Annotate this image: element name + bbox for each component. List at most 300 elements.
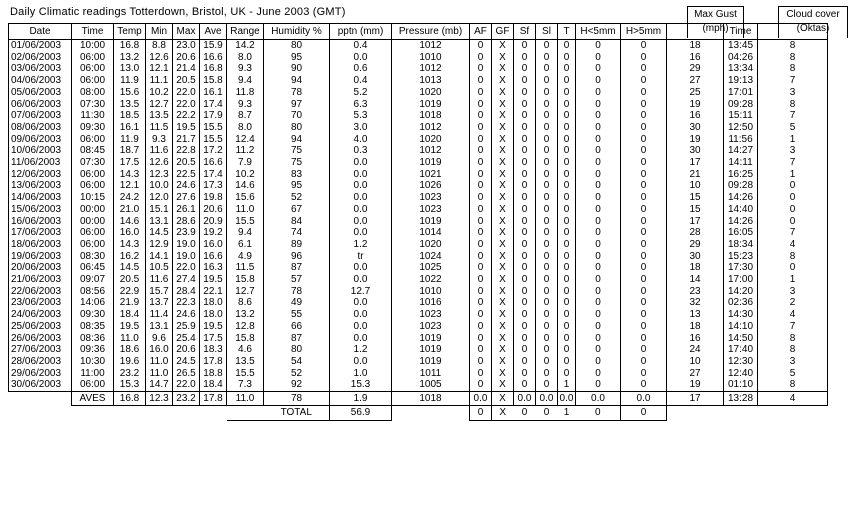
avg-pressure: 1018 (392, 392, 470, 406)
cell-time: 09:36 (72, 344, 114, 356)
cell-pressure: 1026 (392, 180, 470, 192)
cell-range: 15.5 (227, 216, 264, 228)
cell-af: 0 (470, 145, 492, 157)
cell-sl: 0 (536, 379, 558, 391)
max-gust-unit: (mph) (702, 23, 729, 34)
total-sl: 0 (536, 406, 558, 421)
cell-pressure: 1019 (392, 157, 470, 169)
cell-cloud-cover: 8 (758, 99, 828, 111)
page-title: Daily Climatic readings Totterdown, Bristol, UK - June 2003 (GMT) (10, 6, 346, 18)
cell-max-gust: 29 (667, 239, 724, 251)
cell-sl: 0 (536, 239, 558, 251)
cell-pressure: 1012 (392, 40, 470, 52)
cell-sl: 0 (536, 99, 558, 111)
cell-date: 28/06/2003 (9, 356, 72, 368)
cell-t: 0 (558, 169, 576, 181)
cell-min: 16.0 (146, 344, 173, 356)
cell-t: 0 (558, 40, 576, 52)
climate-table (8, 23, 828, 421)
total-spacer (724, 406, 758, 421)
cell-humidity: 80 (264, 122, 330, 134)
cell-t: 0 (558, 63, 576, 75)
cell-sf: 0 (514, 286, 536, 298)
cell-t: 0 (558, 204, 576, 216)
cell-date: 17/06/2003 (9, 227, 72, 239)
cell-ave: 16.6 (200, 251, 227, 263)
cell-gf: X (492, 122, 514, 134)
cell-temp: 14.3 (114, 239, 146, 251)
cell-humidity: 80 (264, 344, 330, 356)
cell-pptn: 3.0 (330, 122, 392, 134)
cell-range: 13.5 (227, 356, 264, 368)
cell-h-lt-5mm: 0 (576, 309, 621, 321)
cell-af: 0 (470, 40, 492, 52)
cell-max-gust: 27 (667, 368, 724, 380)
cell-gust-time: 14:20 (724, 286, 758, 298)
cell-h-gt-5mm: 0 (621, 297, 667, 309)
cell-t: 0 (558, 75, 576, 87)
cell-temp: 14.5 (114, 262, 146, 274)
cell-sl: 0 (536, 110, 558, 122)
cell-gf: X (492, 251, 514, 263)
cell-max: 25.4 (173, 333, 200, 345)
cell-pptn: 0.0 (330, 157, 392, 169)
cell-af: 0 (470, 87, 492, 99)
cell-h-gt-5mm: 0 (621, 157, 667, 169)
cell-ave: 17.4 (200, 169, 227, 181)
cell-cloud-cover: 8 (758, 344, 828, 356)
cell-pressure: 1016 (392, 297, 470, 309)
cell-ave: 18.3 (200, 344, 227, 356)
cell-temp: 19.5 (114, 321, 146, 333)
cell-range: 8.7 (227, 110, 264, 122)
cell-temp: 14.6 (114, 216, 146, 228)
cell-time: 14:06 (72, 297, 114, 309)
col-header-af: AF (470, 24, 492, 40)
cell-max: 28.6 (173, 216, 200, 228)
cell-humidity: 49 (264, 297, 330, 309)
col-header-t: T (558, 24, 576, 40)
cell-h-lt-5mm: 0 (576, 110, 621, 122)
cell-h-lt-5mm: 0 (576, 99, 621, 111)
cell-gust-time: 16:05 (724, 227, 758, 239)
cell-sf: 0 (514, 75, 536, 87)
cell-t: 0 (558, 344, 576, 356)
cell-max-gust: 18 (667, 321, 724, 333)
cell-t: 0 (558, 321, 576, 333)
cell-max: 21.7 (173, 134, 200, 146)
cell-af: 0 (470, 134, 492, 146)
cell-range: 4.9 (227, 251, 264, 263)
cell-pressure: 1020 (392, 239, 470, 251)
cell-sf: 0 (514, 122, 536, 134)
cell-temp: 15.6 (114, 87, 146, 99)
table-row (9, 192, 828, 204)
cell-date: 02/06/2003 (9, 52, 72, 64)
cell-gf: X (492, 309, 514, 321)
table-row (9, 145, 828, 157)
cell-max-gust: 30 (667, 122, 724, 134)
cell-humidity: 74 (264, 227, 330, 239)
table-row (9, 239, 828, 251)
avg-sf: 0.0 (514, 392, 536, 406)
cell-max-gust: 19 (667, 134, 724, 146)
cell-temp: 23.2 (114, 368, 146, 380)
total-h-gt-5mm: 0 (621, 406, 667, 421)
cell-pptn: 0.4 (330, 75, 392, 87)
cell-max: 28.4 (173, 286, 200, 298)
cell-date: 18/06/2003 (9, 239, 72, 251)
cell-range: 11.5 (227, 262, 264, 274)
cell-date: 06/06/2003 (9, 99, 72, 111)
cell-h-gt-5mm: 0 (621, 169, 667, 181)
cell-min: 15.7 (146, 286, 173, 298)
cell-h-lt-5mm: 0 (576, 262, 621, 274)
cell-af: 0 (470, 180, 492, 192)
col-header-min: Min (146, 24, 173, 40)
cell-h-gt-5mm: 0 (621, 204, 667, 216)
table-row (9, 227, 828, 239)
cell-pressure: 1019 (392, 216, 470, 228)
cell-gust-time: 17:01 (724, 87, 758, 99)
cell-range: 15.8 (227, 274, 264, 286)
cell-gust-time: 17:40 (724, 344, 758, 356)
cell-sf: 0 (514, 145, 536, 157)
cell-humidity: 54 (264, 356, 330, 368)
cell-gf: X (492, 134, 514, 146)
avg-cloud-cover: 4 (758, 392, 828, 406)
cell-date: 20/06/2003 (9, 262, 72, 274)
cell-pptn: 0.0 (330, 297, 392, 309)
cell-humidity: 89 (264, 239, 330, 251)
cell-pressure: 1019 (392, 99, 470, 111)
table-row (9, 110, 828, 122)
cell-date: 22/06/2003 (9, 286, 72, 298)
cell-min: 14.5 (146, 227, 173, 239)
cell-humidity: 94 (264, 75, 330, 87)
cell-max-gust: 10 (667, 356, 724, 368)
cell-t: 0 (558, 309, 576, 321)
cell-cloud-cover: 7 (758, 157, 828, 169)
cell-date: 21/06/2003 (9, 274, 72, 286)
cell-max: 26.5 (173, 368, 200, 380)
cell-gf: X (492, 262, 514, 274)
col-header-humidity: Humidity % (264, 24, 330, 40)
cell-h-lt-5mm: 0 (576, 274, 621, 286)
cell-gf: X (492, 297, 514, 309)
cell-pressure: 1023 (392, 309, 470, 321)
cell-min: 12.6 (146, 52, 173, 64)
cell-ave: 20.6 (200, 204, 227, 216)
cell-gf: X (492, 227, 514, 239)
cell-pptn: 0.0 (330, 333, 392, 345)
cell-cloud-cover: 8 (758, 251, 828, 263)
cell-temp: 13.0 (114, 63, 146, 75)
cell-min: 11.5 (146, 122, 173, 134)
cell-pptn: 0.0 (330, 227, 392, 239)
cell-h-gt-5mm: 0 (621, 110, 667, 122)
cell-h-gt-5mm: 0 (621, 379, 667, 391)
cell-max: 19.5 (173, 122, 200, 134)
cell-temp: 19.6 (114, 356, 146, 368)
cell-sl: 0 (536, 216, 558, 228)
cell-min: 13.1 (146, 321, 173, 333)
cell-gust-time: 18:34 (724, 239, 758, 251)
cell-range: 6.1 (227, 239, 264, 251)
cell-sl: 0 (536, 204, 558, 216)
cell-temp: 11.9 (114, 134, 146, 146)
cell-ave: 16.6 (200, 52, 227, 64)
cell-cloud-cover: 0 (758, 262, 828, 274)
cell-sl: 0 (536, 52, 558, 64)
cell-pptn: 0.0 (330, 204, 392, 216)
total-humidity: TOTAL (264, 406, 330, 421)
table-row (9, 75, 828, 87)
table-row (9, 157, 828, 169)
cell-ave: 17.5 (200, 333, 227, 345)
cell-date: 09/06/2003 (9, 134, 72, 146)
total-spacer (173, 406, 200, 421)
cell-cloud-cover: 2 (758, 297, 828, 309)
cell-gf: X (492, 145, 514, 157)
cell-range: 12.4 (227, 134, 264, 146)
cell-min: 12.3 (146, 169, 173, 181)
cell-cloud-cover: 7 (758, 75, 828, 87)
cell-min: 8.8 (146, 40, 173, 52)
table-row (9, 356, 828, 368)
cell-humidity: 80 (264, 40, 330, 52)
cell-pptn: 0.0 (330, 321, 392, 333)
cell-gust-time: 09:28 (724, 99, 758, 111)
cell-ave: 20.9 (200, 216, 227, 228)
cell-h-lt-5mm: 0 (576, 63, 621, 75)
cell-sf: 0 (514, 368, 536, 380)
cell-humidity: 57 (264, 274, 330, 286)
cell-h-lt-5mm: 0 (576, 356, 621, 368)
cell-h-lt-5mm: 0 (576, 368, 621, 380)
cell-t: 0 (558, 216, 576, 228)
table-row (9, 333, 828, 345)
col-header-range: Range (227, 24, 264, 40)
cell-af: 0 (470, 169, 492, 181)
cell-gust-time: 11:56 (724, 134, 758, 146)
cell-ave: 16.8 (200, 63, 227, 75)
cell-temp: 22.9 (114, 286, 146, 298)
cell-h-lt-5mm: 0 (576, 122, 621, 134)
cell-gf: X (492, 157, 514, 169)
cell-range: 15.6 (227, 192, 264, 204)
cell-humidity: 75 (264, 145, 330, 157)
cell-h-gt-5mm: 0 (621, 356, 667, 368)
cell-temp: 14.3 (114, 169, 146, 181)
cell-time: 06:00 (72, 180, 114, 192)
cell-max-gust: 15 (667, 204, 724, 216)
cell-cloud-cover: 1 (758, 134, 828, 146)
cell-sl: 0 (536, 63, 558, 75)
cell-humidity: 67 (264, 204, 330, 216)
cell-pressure: 1012 (392, 63, 470, 75)
averages-row (9, 392, 828, 406)
cell-temp: 24.2 (114, 192, 146, 204)
cell-max-gust: 15 (667, 192, 724, 204)
cell-h-gt-5mm: 0 (621, 344, 667, 356)
cell-ave: 18.8 (200, 368, 227, 380)
cell-h-lt-5mm: 0 (576, 239, 621, 251)
cell-date: 12/06/2003 (9, 169, 72, 181)
cell-temp: 18.5 (114, 110, 146, 122)
cell-time: 09:07 (72, 274, 114, 286)
cell-sf: 0 (514, 52, 536, 64)
cell-af: 0 (470, 262, 492, 274)
cell-max-gust: 13 (667, 309, 724, 321)
cell-h-lt-5mm: 0 (576, 40, 621, 52)
cell-temp: 13.5 (114, 99, 146, 111)
cell-cloud-cover: 0 (758, 216, 828, 228)
cell-humidity: 78 (264, 286, 330, 298)
cell-gf: X (492, 180, 514, 192)
cell-range: 8.0 (227, 122, 264, 134)
cell-max: 22.0 (173, 99, 200, 111)
cell-max-gust: 28 (667, 227, 724, 239)
cell-humidity: 87 (264, 333, 330, 345)
cell-humidity: 84 (264, 216, 330, 228)
cell-min: 12.0 (146, 192, 173, 204)
cell-pptn: 0.0 (330, 309, 392, 321)
cell-sl: 0 (536, 297, 558, 309)
cell-sl: 0 (536, 134, 558, 146)
cell-af: 0 (470, 239, 492, 251)
table-row (9, 309, 828, 321)
cell-h-gt-5mm: 0 (621, 216, 667, 228)
cell-sf: 0 (514, 356, 536, 368)
cell-time: 11:00 (72, 368, 114, 380)
cell-min: 13.1 (146, 216, 173, 228)
cell-h-lt-5mm: 0 (576, 227, 621, 239)
cell-date: 07/06/2003 (9, 110, 72, 122)
table-row (9, 40, 828, 52)
header-row (9, 24, 828, 40)
total-spacer (758, 406, 828, 421)
cell-max: 21.4 (173, 63, 200, 75)
cell-min: 13.5 (146, 110, 173, 122)
totals-row (9, 406, 828, 421)
cell-pressure: 1025 (392, 262, 470, 274)
cell-time: 08:00 (72, 87, 114, 99)
cell-sl: 0 (536, 169, 558, 181)
col-header-cloud-cover (758, 24, 828, 40)
cell-ave: 19.5 (200, 321, 227, 333)
cell-min: 13.7 (146, 297, 173, 309)
cell-pptn: 0.6 (330, 63, 392, 75)
cell-max: 22.2 (173, 110, 200, 122)
table-row (9, 99, 828, 111)
cell-ave: 17.8 (200, 356, 227, 368)
cell-min: 10.2 (146, 87, 173, 99)
cell-pressure: 1018 (392, 110, 470, 122)
cell-af: 0 (470, 297, 492, 309)
cell-h-lt-5mm: 0 (576, 157, 621, 169)
cell-sl: 0 (536, 333, 558, 345)
cell-pptn: 15.3 (330, 379, 392, 391)
cell-temp: 13.2 (114, 52, 146, 64)
cell-humidity: 95 (264, 180, 330, 192)
cell-gf: X (492, 333, 514, 345)
cell-date: 05/06/2003 (9, 87, 72, 99)
cell-ave: 19.5 (200, 274, 227, 286)
cell-range: 15.5 (227, 368, 264, 380)
cell-date: 29/06/2003 (9, 368, 72, 380)
cell-pptn: 0.4 (330, 40, 392, 52)
cell-min: 12.1 (146, 63, 173, 75)
cell-pressure: 1011 (392, 368, 470, 380)
cell-ave: 16.0 (200, 239, 227, 251)
cell-range: 9.3 (227, 99, 264, 111)
table-row (9, 344, 828, 356)
cell-gf: X (492, 87, 514, 99)
avg-max: 23.2 (173, 392, 200, 406)
total-spacer (72, 406, 114, 421)
cell-humidity: 83 (264, 169, 330, 181)
cell-time: 06:00 (72, 227, 114, 239)
avg-ave: 17.8 (200, 392, 227, 406)
cell-h-lt-5mm: 0 (576, 204, 621, 216)
cell-pressure: 1023 (392, 321, 470, 333)
cell-date: 13/06/2003 (9, 180, 72, 192)
cell-time: 00:00 (72, 204, 114, 216)
cell-sf: 0 (514, 110, 536, 122)
cell-ave: 17.3 (200, 180, 227, 192)
table-row (9, 321, 828, 333)
cell-pressure: 1014 (392, 227, 470, 239)
avg-temp: 16.8 (114, 392, 146, 406)
cell-cloud-cover: 3 (758, 356, 828, 368)
cell-gust-time: 14:27 (724, 145, 758, 157)
cell-max-gust: 16 (667, 333, 724, 345)
cell-range: 12.8 (227, 321, 264, 333)
cell-sf: 0 (514, 239, 536, 251)
cell-sf: 0 (514, 40, 536, 52)
cell-max: 27.6 (173, 192, 200, 204)
cell-cloud-cover: 8 (758, 40, 828, 52)
cell-t: 0 (558, 99, 576, 111)
cell-ave: 15.9 (200, 40, 227, 52)
col-header-gust-time: Time (724, 24, 758, 40)
cell-max: 20.6 (173, 52, 200, 64)
total-spacer (667, 406, 724, 421)
cell-af: 0 (470, 344, 492, 356)
cell-cloud-cover: 3 (758, 87, 828, 99)
cell-max: 22.0 (173, 262, 200, 274)
total-gf: X (492, 406, 514, 421)
cell-date: 03/06/2003 (9, 63, 72, 75)
cell-pptn: 1.0 (330, 368, 392, 380)
cell-pressure: 1022 (392, 274, 470, 286)
cell-pptn: 1.2 (330, 344, 392, 356)
cell-time: 06:00 (72, 379, 114, 391)
total-spacer (9, 406, 72, 421)
cell-max-gust: 30 (667, 251, 724, 263)
cell-t: 0 (558, 145, 576, 157)
cell-gust-time: 14:50 (724, 333, 758, 345)
cell-max-gust: 10 (667, 180, 724, 192)
col-header-max-gust (667, 24, 724, 40)
cell-max-gust: 29 (667, 63, 724, 75)
cell-pptn: 6.3 (330, 99, 392, 111)
cell-time: 06:00 (72, 169, 114, 181)
cell-temp: 16.2 (114, 251, 146, 263)
cell-h-gt-5mm: 0 (621, 333, 667, 345)
cell-pptn: 0.3 (330, 145, 392, 157)
